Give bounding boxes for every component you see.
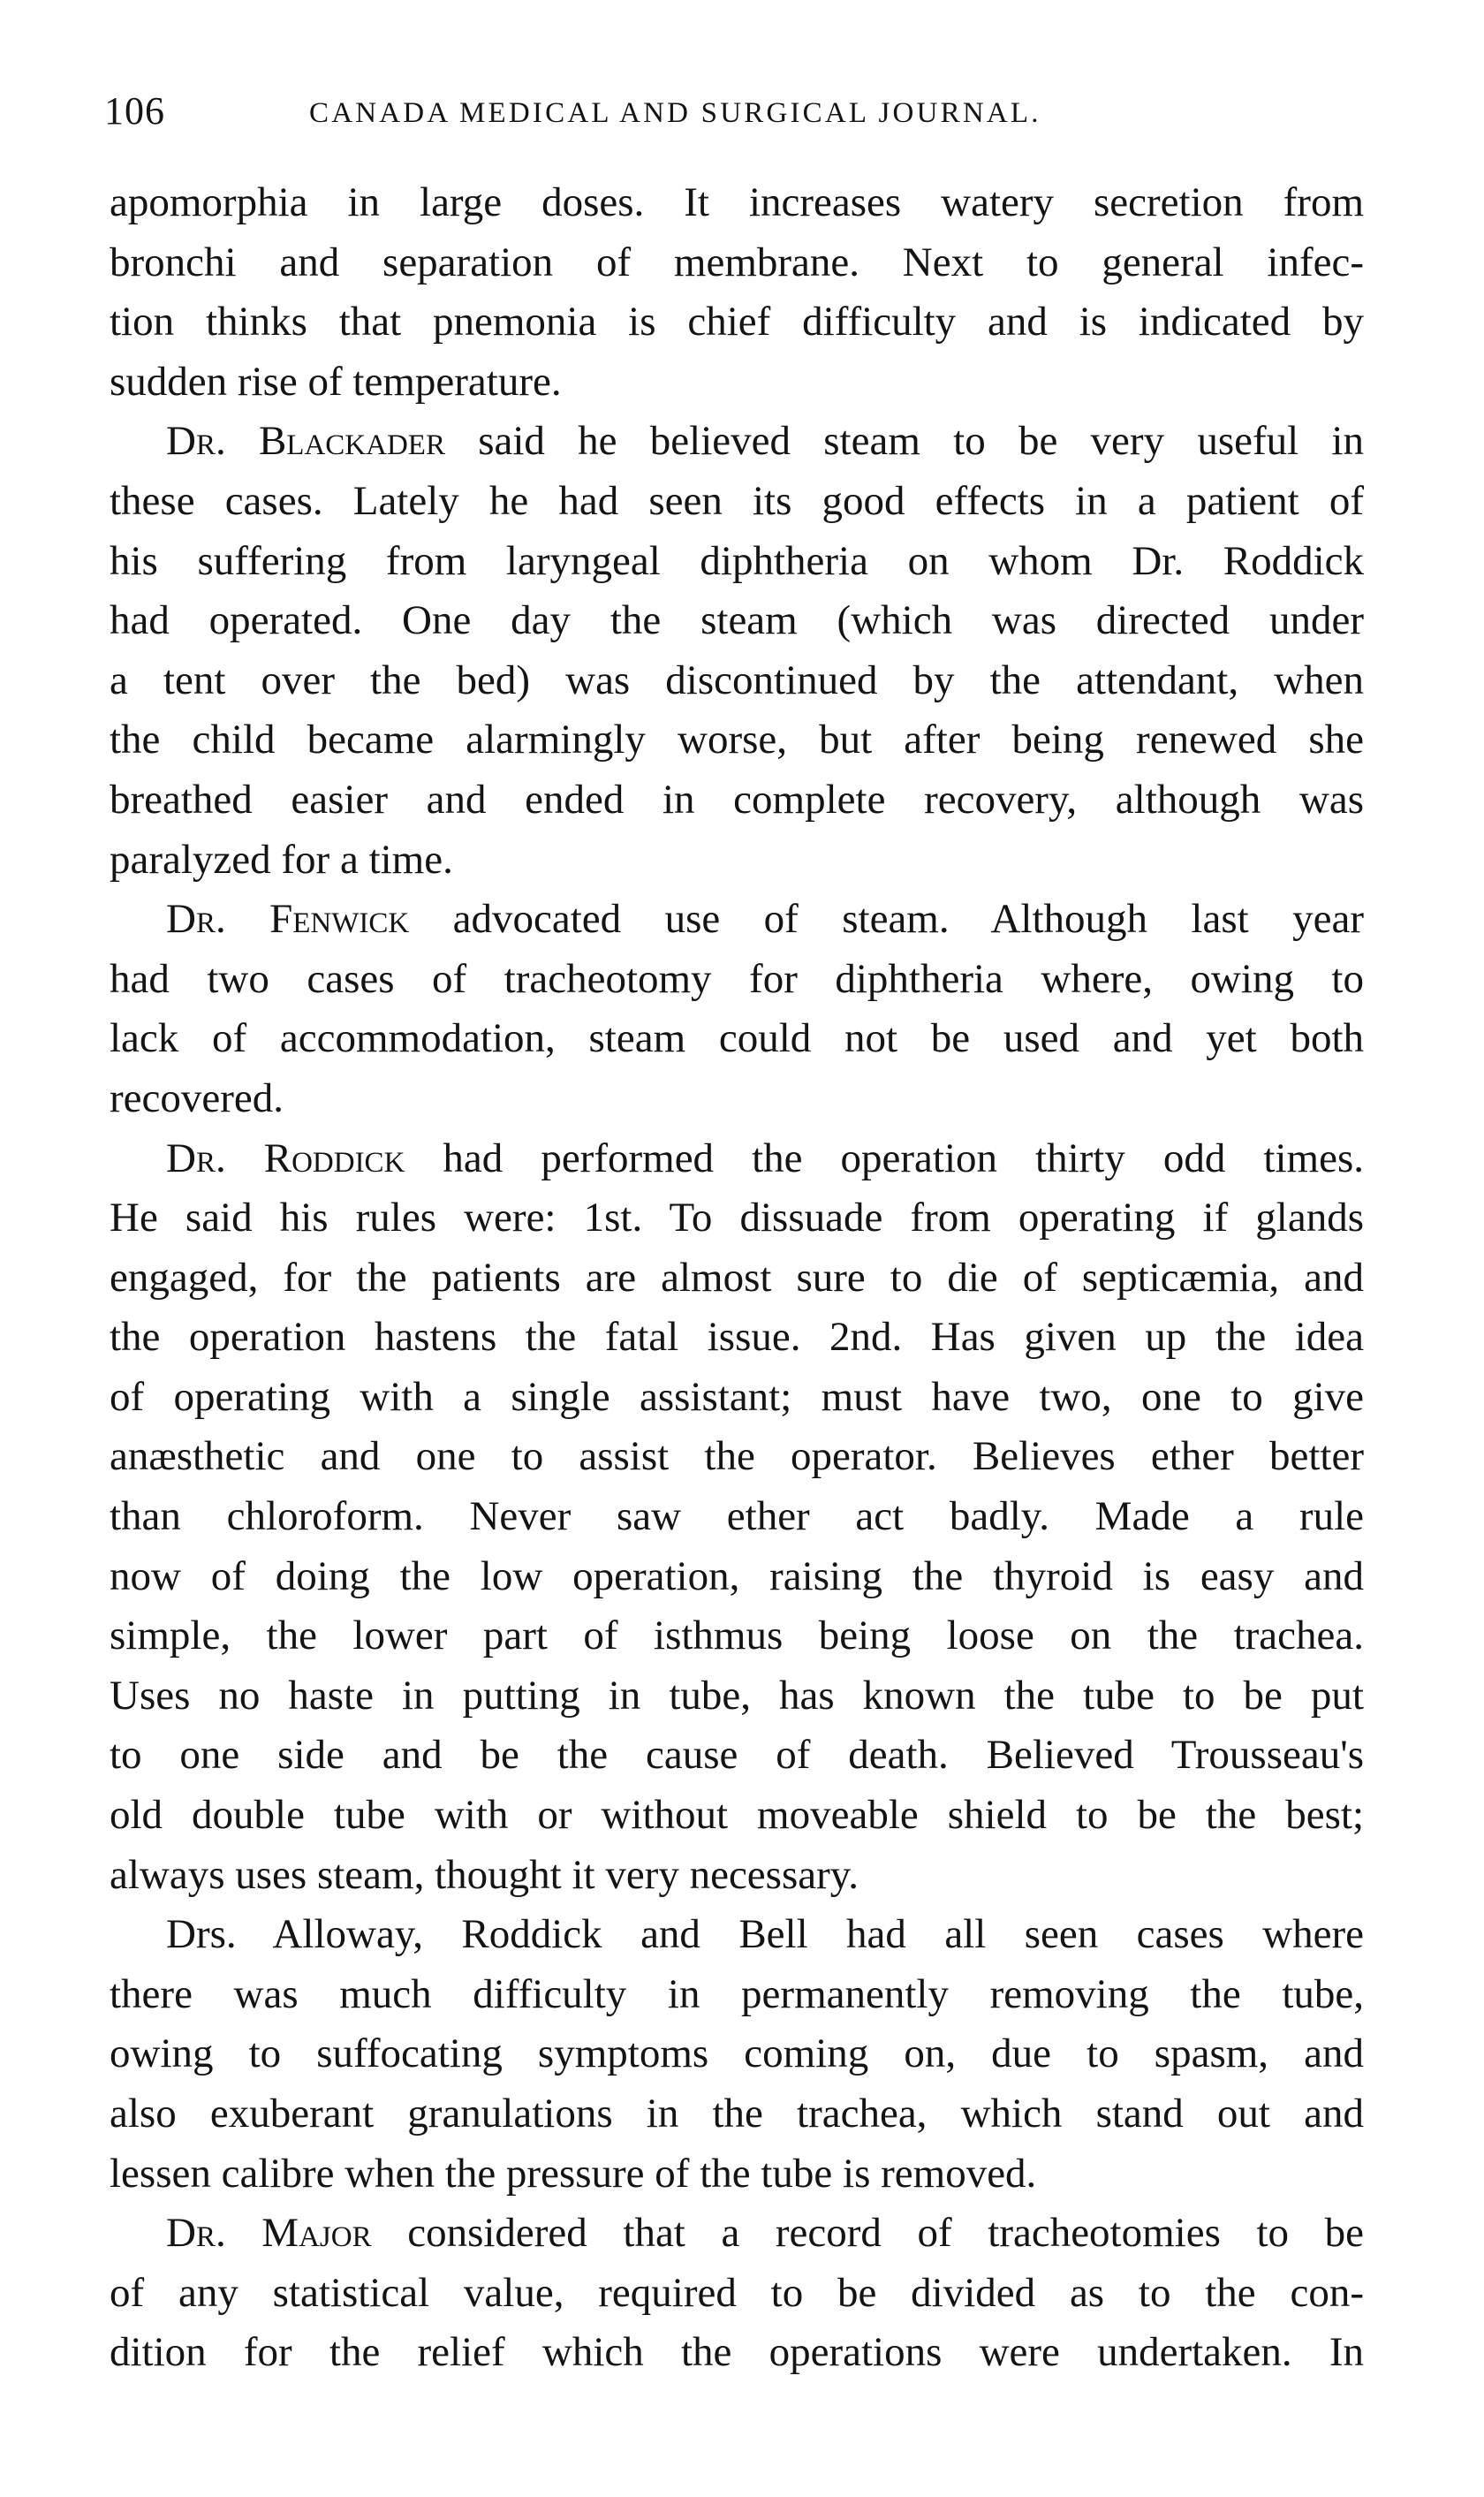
paragraph-blackader [110, 412, 1364, 890]
text-line-rest: considered that a record of tracheotomies to be [371, 2210, 1364, 2257]
text-line: anæsthetic and one to assist the operator. Believes ether better [110, 1433, 1364, 1480]
text-line: tion thinks that pnemonia is chief difficulty and is indicated by [110, 299, 1364, 345]
speaker-name: Dr. Roddick [166, 1135, 405, 1181]
text-line: these cases. Lately he had seen its good effects in a patient of [110, 477, 1364, 524]
text-line: to one side and be the cause of death. Believed Trousseau's [110, 1732, 1364, 1779]
text-line: there was much difficulty in permanently removing the tube, [110, 1970, 1364, 2017]
paragraph-roddick [110, 1129, 1364, 1906]
text-line: He said his rules were: 1st. To dissuade from operating if glands [110, 1195, 1364, 1241]
page-number: 106 [104, 89, 165, 133]
text-line: breathed easier and ended in complete recovery, although was [110, 776, 1364, 823]
text-line: bronchi and separation of membrane. Next to general infec- [110, 239, 1364, 285]
article-body [110, 173, 1364, 2383]
paragraph-fenwick [110, 890, 1364, 1128]
text-line-rest: advocated use of steam. Although last year [409, 896, 1364, 943]
text-line: sudden rise of temperature. [110, 358, 562, 405]
text-line: always uses steam, thought it very necessary. [110, 1851, 859, 1898]
text-line: his suffering from laryngeal diphtheria on whom Dr. Roddick [110, 537, 1364, 584]
text-line [110, 1129, 1364, 1189]
text-line: apomorphia in large doses. It increases watery secretion from [110, 179, 1364, 225]
text-line-rest: had performed the operation thirty odd times. [405, 1135, 1364, 1181]
text-line-rest: said he believed steam to be very useful in [444, 418, 1364, 465]
text-line: Uses no haste in putting in tube, has known the tube to be put [110, 1672, 1364, 1719]
text-line: than chloroform. Never saw ether act badly. Made a rule [110, 1493, 1364, 1540]
text-line [110, 890, 1364, 950]
text-line: owing to suffocating symptoms coming on, due to spasm, and [110, 2030, 1364, 2077]
text-line: the child became alarmingly worse, but after being renewed she [110, 717, 1364, 763]
text-line [110, 2204, 1364, 2264]
paragraph-alloway-roddick-bell [110, 1905, 1364, 2204]
text-line: old double tube with or without moveable shield to be the best; [110, 1792, 1364, 1839]
journal-title: CANADA MEDICAL AND SURGICAL JOURNAL. [309, 97, 1041, 129]
text-line: recovered. [110, 1074, 284, 1121]
text-line: a tent over the bed) was discontinued by the attendant, when [110, 657, 1364, 703]
text-line: the operation hastens the fatal issue. 2nd. Has given up the idea [110, 1314, 1364, 1361]
text-line: had two cases of tracheotomy for diphtheria where, owing to [110, 955, 1364, 1002]
text-line: Drs. Alloway, Roddick and Bell had all seen cases where [166, 1911, 1364, 1958]
text-line: lack of accommodation, steam could not be used and yet both [110, 1015, 1364, 1062]
text-line: now of doing the low operation, raising the thyroid is easy and [110, 1552, 1364, 1599]
speaker-name: Dr. Major [166, 2210, 372, 2257]
text-line [110, 412, 1364, 472]
paragraph-major [110, 2204, 1364, 2383]
paragraph-apomorphia [110, 173, 1364, 412]
text-line: of any statistical value, required to be divided as to the con- [110, 2269, 1364, 2316]
text-line: also exuberant granulations in the trachea, which stand out and [110, 2091, 1364, 2136]
text-line: of operating with a single assistant; must have two, one to give [110, 1373, 1364, 1420]
speaker-name: Dr. Blackader [166, 418, 445, 465]
speaker-name: Dr. Fenwick [166, 896, 410, 943]
text-line: engaged, for the patients are almost sure to die of septicæmia, and [110, 1254, 1364, 1301]
text-line: lessen calibre when the pressure of the tube is removed. [110, 2150, 1037, 2197]
text-line: dition for the relief which the operations were undertaken. In [110, 2329, 1364, 2376]
text-line: had operated. One day the steam (which was directed under [110, 597, 1364, 644]
text-line: paralyzed for a time. [110, 836, 453, 883]
running-head [104, 85, 1359, 138]
text-line: simple, the lower part of isthmus being loose on the trachea. [110, 1613, 1364, 1659]
